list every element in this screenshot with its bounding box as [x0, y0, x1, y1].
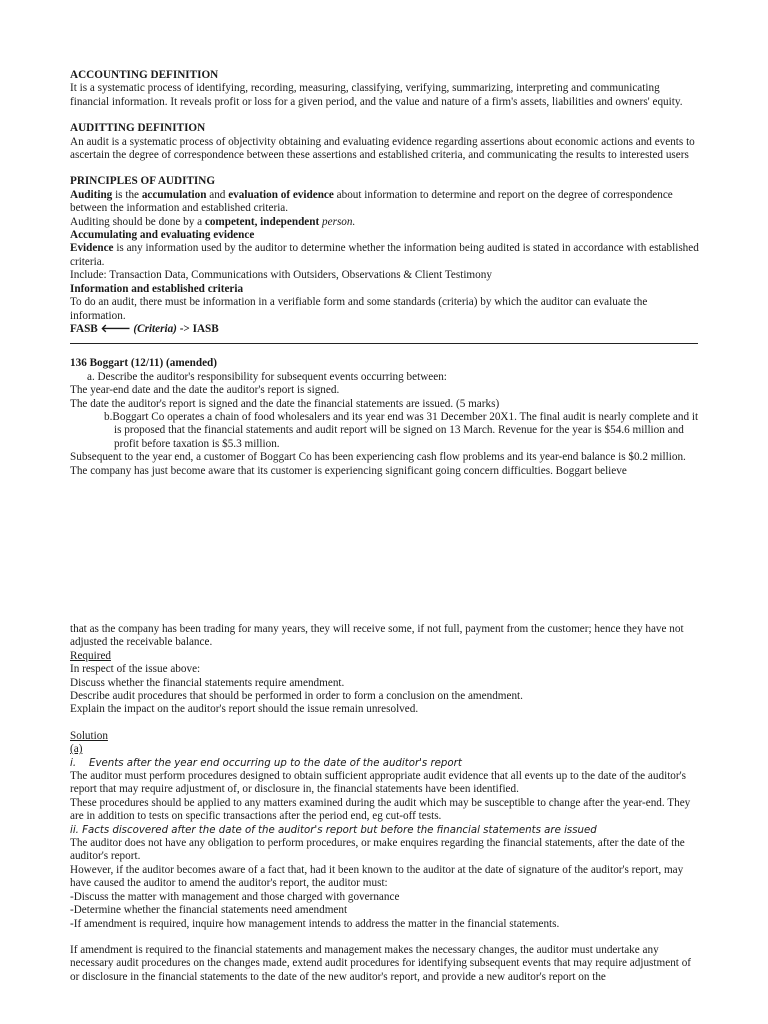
- solution-list-3: -If amendment is required, inquire how management intends to address the matter in the financial statements.: [70, 917, 560, 930]
- solution-part-a: (a): [70, 743, 83, 756]
- term-competent: competent, independent: [204, 215, 320, 228]
- accounting-text: It is a systematic process of identifying, recording, measuring, classifying, verifying, summarizing, interpreting and communicating financial information. It reveals profit or loss for a given period, and the value and nature of a firm's assets, liabilities and owners' equity.: [70, 82, 683, 108]
- arrow-left-icon: 🡐: [100, 322, 131, 335]
- document-page: [70, 69, 700, 984]
- principles-para-4: Include: Transaction Data, Communications with Outsiders, Observations & Client Testimony: [70, 269, 492, 282]
- question-part-a: a. Describe the auditor's responsibility for subsequent events occurring between:: [87, 370, 447, 383]
- auditing-heading: AUDITTING DEFINITION: [70, 122, 206, 135]
- solution-para-3: The auditor does not have any obligation to perform procedures, or make enquires regarding the financial statements, after the date of the auditor's report.: [70, 837, 685, 863]
- solution-heading: Solution: [70, 729, 108, 742]
- term-accumulation: accumulation: [141, 188, 207, 201]
- required-item-2: Discuss whether the financial statements require amendment.: [70, 676, 345, 689]
- term-auditing: Auditing: [70, 188, 113, 201]
- principles-para-2: [70, 216, 700, 229]
- solution-para-1: The auditor must perform procedures designed to obtain sufficient appropriate audit evidence that all events up to the date of the auditor's report that may require adjustment of, or disclosure in, the financial statements have been identified.: [70, 770, 686, 796]
- text-span: Auditing should be done by a: [70, 215, 205, 228]
- iasb-label: -> IASB: [176, 322, 219, 335]
- required-heading: Required: [70, 649, 112, 662]
- solution-para-4: However, if the auditor becomes aware of a fact that, had it been known to the auditor at the date of signature of the auditor's report, may have caused the auditor to amend the auditor's report, the auditor must:: [70, 863, 684, 890]
- subheading-information: Information and established criteria: [70, 282, 244, 295]
- solution-list-1: -Discuss the matter with management and those charged with governance: [70, 890, 400, 903]
- term-person: person.: [319, 215, 356, 228]
- solution-ii-title: ii. Facts discovered after the date of the auditor's report but before the financial statements are issued: [70, 824, 597, 836]
- question-heading: 136 Boggart (12/11) (amended): [70, 357, 217, 370]
- solution-i-title: [70, 757, 700, 770]
- term-evaluation: evaluation of evidence: [228, 188, 334, 201]
- question-a-item-1: The year-end date and the date the auditor's report is signed.: [70, 384, 340, 397]
- text-span: and: [206, 188, 229, 201]
- auditing-text: An audit is a systematic process of objectivity obtaining and evaluating evidence regarding assertions about economic actions and events to ascertain the degree of correspondence between these assertions and established criteria, and communicating the results to interested users: [70, 135, 695, 162]
- criteria-label: (Criteria): [130, 322, 177, 335]
- fasb-line: [70, 323, 700, 336]
- principles-para-5: To do an audit, there must be information in a verifiable form and some standards (criteria) by which the auditor can evaluate the information.: [70, 296, 648, 322]
- principles-para-3: [70, 242, 700, 269]
- question-para-c: Subsequent to the year end, a customer of Boggart Co has been experiencing cash flow problems and its year-end balance is $0.2 million. The company has just become aware that its customer is experiencing significant going concern difficulties. Boggart believe: [70, 451, 686, 477]
- text-span: is the: [112, 188, 142, 201]
- required-item-4: Explain the impact on the auditor's report should the issue remain unresolved.: [70, 703, 419, 716]
- text-span: about information to determine and report on the degree of correspondence between the information and established criteria.: [70, 188, 673, 215]
- accounting-heading: ACCOUNTING DEFINITION: [70, 69, 219, 81]
- principles-heading: PRINCIPLES OF AUDITING: [70, 175, 216, 188]
- solution-para-5: If amendment is required to the financial statements and management makes the necessary changes, the auditor must undertake any necessary audit procedures on the changes made, extend audit procedures for identifying subsequent events that may require adjustment of or disclosure in the financial statements to the date of the new auditor's report, and provide a new auditor's report on the: [70, 943, 692, 983]
- solution-list-2: -Determine whether the financial statements need amendment: [70, 904, 348, 917]
- principles-para-1: [70, 189, 700, 216]
- required-item-3: Describe audit procedures that should be performed in order to form a conclusion on the amendment.: [70, 690, 523, 702]
- roman-numeral: i.: [70, 757, 77, 769]
- subheading-evidence: Accumulating and evaluating evidence: [70, 229, 255, 242]
- required-item-1: In respect of the issue above:: [70, 663, 201, 676]
- horizontal-divider: [70, 343, 698, 344]
- solution-para-2: These procedures should be applied to any matters examined during the audit which may be susceptible to change after the year-end. They are in addition to tests on specific transactions after the period end, eg cut-off tests.: [70, 796, 691, 823]
- text-span: Events after the year end occurring up to the date of the auditor's report: [89, 757, 462, 769]
- question-para-d: that as the company has been trading for many years, they will receive some, if not full, payment from the customer; hence they have not adjusted the receivable balance.: [70, 622, 684, 649]
- blank-space: [70, 478, 700, 623]
- text-span: is any information used by the auditor to determine whether the information being audited is stated in accordance with established criteria.: [70, 242, 699, 268]
- question-a-item-2: The date the auditor's report is signed and the date the financial statements are issued. (5 marks): [70, 397, 500, 410]
- term-evidence: Evidence: [70, 242, 114, 255]
- fasb-label: FASB: [70, 322, 98, 335]
- question-part-b: b.Boggart Co operates a chain of food wholesalers and its year end was 31 December 20X1. The final audit is nearly complete and it is proposed that the financial statements and audit report will be signed on 13 March. Revenue for the year is $54.6 million and profit before taxation is $5.3 million.: [104, 410, 699, 450]
